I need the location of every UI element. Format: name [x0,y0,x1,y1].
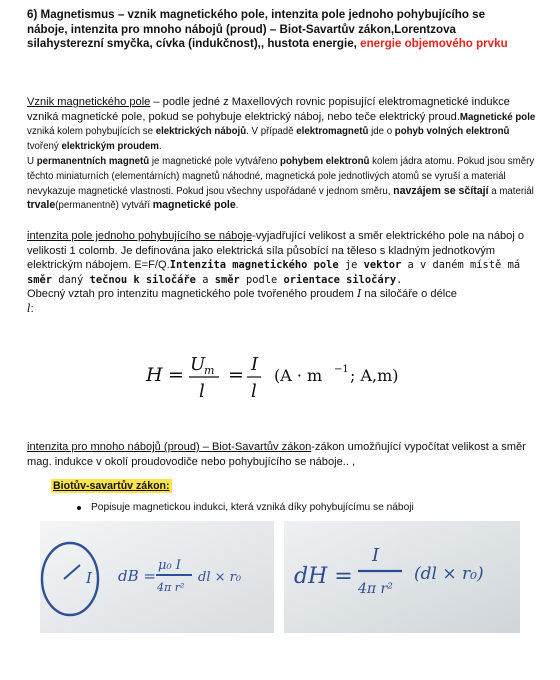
note-rest: dl × r₀ [198,570,242,585]
bullet-dot [77,506,81,510]
text: . [396,273,403,286]
text: a v daném místě má [401,259,521,272]
bold-text: elektromagnetů [296,126,369,138]
note-dh: dH = [294,564,353,589]
bold-text: magnetické pole [152,199,236,212]
text: na siločáře o délce [361,288,457,301]
formula-den-1: l [199,381,205,402]
text: jde o [368,126,395,138]
text: tvořený [27,141,62,153]
bold-text: směr [27,273,53,286]
whiteboard-1 [40,521,274,633]
formula-num-1: U [190,354,206,375]
bold-text: elektrických nábojů [155,126,247,138]
section-heading [27,8,527,52]
text: kolem jádra atomu. Pokud jsou směry těchto miniaturních (elementárních) magnetů náhodné, magnetická pole jednotlivých atomů se vyruší a materiál nevykazuje magnetické vlastnosti. Pokud jsou všechny uspořádané v jednom směru, [27,155,535,197]
formula-num-2: I [251,354,259,375]
bold-text: elektrickým proudem [61,141,159,153]
formula-eq-1: = [168,364,184,386]
bold-text: pohyb volných elektronů [394,126,510,138]
note-db: dB = [118,567,156,585]
text: -vyjadřující velikost a směr elektrického pole na náboj o velikosti 1 colomb. Je definována jako elektrická síla působící na těleso s kladným jednotkovým elektrickým nábojem. E=F/Q. [27,230,525,272]
bold-text: navzájem se sčítají [393,184,489,197]
note-den: 4π r² [157,581,185,594]
bold-text: Magnetické pole [459,111,536,123]
intensity-formula [144,348,424,402]
paragraph-biot-savart [27,440,537,469]
bold-text: Intenzita magnetického pole [169,259,339,272]
heading-text: 6) Magnetismus – vznik magnetického pole, intenzita pole jednoho pohybujícího se náboje, intenzita pro mnoho nábojů (proud) – Biot-Savartův zákon,Lorentzova silahysterezní smyčka, cívka (indukčnost),, hustota energie, [27,8,486,50]
paragraph-origin [27,95,537,213]
formula-units: (A · m [274,366,323,385]
whiteboard-2 [284,521,520,633]
bold-text: vektor [363,259,402,272]
bold-text: pohybem elektronů [280,155,370,167]
text: . V případě [246,126,297,138]
bullet-text: Popisuje magnetickou indukci, která vzniká díky pohybujícímu se náboji [91,502,414,513]
paragraph-intensity-single [27,229,537,317]
term-intensity-single: intenzita pole jednoho pohybujícího se náboje [27,230,253,242]
text: U [27,155,37,167]
biot-title: Biotův-savartův zákon: [53,480,170,492]
formula-units-rest: ; A,m) [350,366,399,385]
note-num: I [372,545,380,566]
text: : [30,302,34,315]
formula-den-2: l [251,381,257,402]
text: a materiál [488,185,534,197]
formula-num-1-sub: m [204,364,215,377]
variable-l: l [27,301,31,315]
term-biot-savart: intenzita pro mnoho nábojů (proud) – Biot-Savartův zákon [27,441,312,453]
formula-eq-2: = [228,364,244,386]
text: . [235,200,239,212]
text: . [158,141,162,153]
text: podle [239,273,284,286]
variable-i: I [356,287,362,301]
bold-text: orientace siločáry [283,273,397,286]
heading-red-text: energie objemového prvku [360,37,508,50]
formula-units-exp: −1 [334,364,349,375]
text: a [195,273,215,286]
text: daný [52,273,90,286]
formula-lhs: H [146,364,163,386]
text: (permanentně) vytváří [55,200,153,212]
whiteboard-photo-1 [40,521,274,633]
note-i: I [86,569,92,587]
note-num: μ₀ I [158,558,181,573]
text-origin: – podle jedné z Maxellových rovnic popisující elektromagnetické indukce vzniká magnetické pole, pokud se pohybuje elektrický náboj, nebo teče elektrický proud. [27,96,510,123]
bold-text: tečnou k siločáře [89,273,196,286]
text: je magnetické pole vytvářeno [149,155,281,167]
note-rest: (dl × r₀) [414,564,484,584]
note-den: 4π r² [358,581,393,597]
whiteboard-photo-2 [284,521,520,633]
bold-text: permanentních magnetů [36,155,150,167]
text: je [338,259,364,272]
term-origin: Vznik magnetického pole [27,96,151,108]
text: Obecný vztah pro intenzitu magnetického pole tvořeného proudem [27,288,357,301]
text: vzniká kolem pohybujících se [27,126,156,138]
bold-text: směr [214,273,240,286]
text: -zákon umožňující vypočítat velikost a směr mag. indukce v okolí proudovodiče nebo pohybujícího se náboje.. , [27,441,526,468]
bold-text: trvale [27,199,56,212]
